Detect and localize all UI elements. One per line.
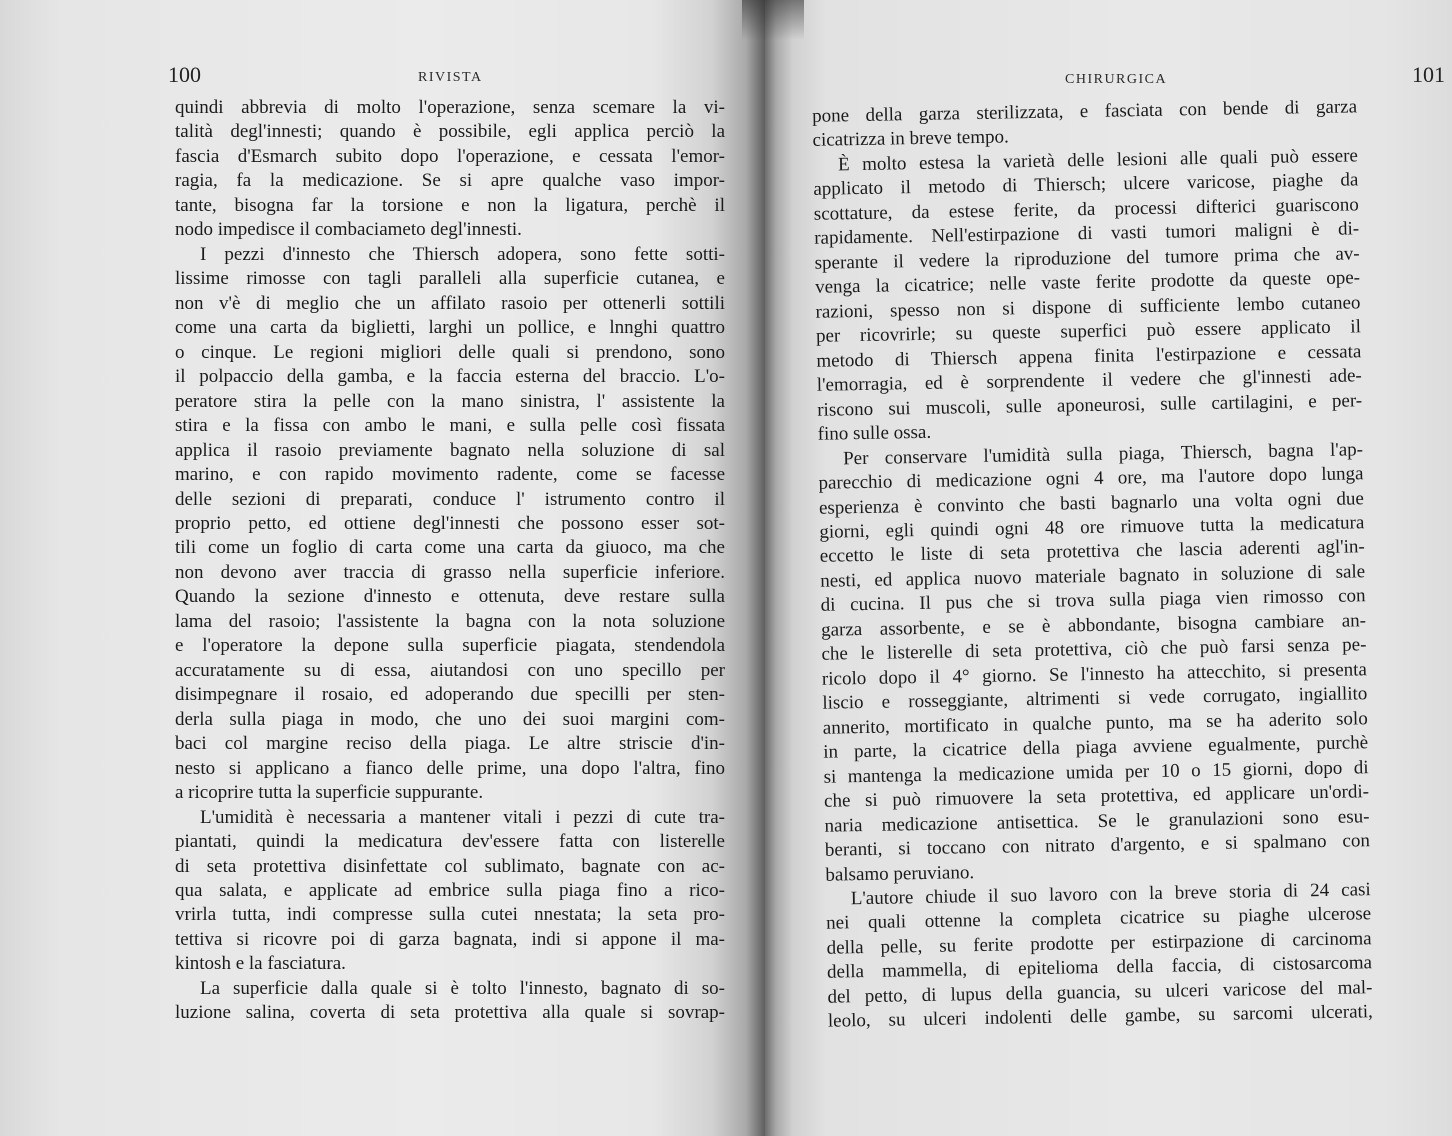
text-line: si mantenga la medicazione umida per 10 o 15 giorni, dopo di (823, 756, 1369, 788)
text-line: tili come un foglio di carta come una carta da giuoco, ma che (175, 537, 725, 559)
text-line: leolo, su ulceri indolenti delle gambe, su sarcomi ulcerati, (827, 1001, 1374, 1033)
text-line: naria medicazione antisettica. Se le granulazioni sono esu- (824, 805, 1370, 837)
text-line: L'autore chiude il suo lavoro con la breve storia di 24 casi (850, 879, 1371, 910)
text-line: nesti, ed applica nuovo materiale bagnato in soluzione di sale (820, 561, 1366, 592)
page-number: 101 (1412, 62, 1445, 87)
paragraph (826, 878, 1373, 1034)
text-line: per ricovrirle; su queste superfici può essere applicato il (815, 316, 1362, 348)
text-line: il polpaccio della gamba, e la faccia esterna del braccio. L'o- (175, 366, 725, 388)
text-line: razioni, spesso non si dispone di sufficiente lembo cutaneo (815, 292, 1361, 323)
text-line: garza assorbente, e se è abbondante, bisogna cambiare an- (820, 610, 1367, 641)
text-line: l'emorragia, ed è sorprendente il vedere che gl'innesti ade- (816, 365, 1362, 396)
text-line: lissime rimosse con tagli paralleli alla superficie cutanea, e (175, 268, 725, 290)
paragraph (813, 144, 1363, 447)
text-line: I pezzi d'innesto che Thiersch adopera, sono fette sotti- (200, 243, 725, 265)
paragraph (175, 243, 725, 806)
text-line: riscono sui muscoli, sulle aponeurosi, sulle cartilagini, e per- (817, 389, 1363, 421)
text-line: cicatrizza in breve tempo. (812, 126, 1009, 152)
text-line: balsamo peruviano. (825, 861, 975, 886)
text-line: giorni, egli quindi ogni 48 ore rimuove tutta la medicatura (819, 512, 1365, 543)
paragraph (175, 96, 725, 243)
text-line: non v'è di meglio che un affilato rasoio per ottenerli sottili (175, 292, 725, 314)
text-line: Quando la sezione d'innesto e ottenuta, deve restare sulla (175, 586, 725, 608)
text-line: tante, bisogna far la torsione e non la ligatura, perchè il (175, 194, 725, 216)
text-line: di cucina. Il pus che si trova sulla piaga vien rimosso con (820, 585, 1366, 617)
text-line: che si può rimuovere la seta protettiva, ed applicare un'ordi- (823, 781, 1370, 812)
running-head: RIVISTA (418, 70, 483, 85)
text-line: che le listerelle di seta protettiva, ciò che può farsi senza pe- (821, 634, 1367, 666)
text-line: fino sulle ossa. (817, 421, 932, 445)
text-line: liscio e rosseggiante, altrimenti si vede corrugato, ingiallito (822, 683, 1368, 714)
text-line: tettiva si ricovre poi di garza bagnata, indi si appone il ma- (175, 928, 725, 950)
text-line: esperienza è convinto che basti bagnarlo una volta ogni due (818, 487, 1365, 519)
text-line: della mammella, di epitelioma della faccia, di cistosarcoma (826, 952, 1373, 984)
text-line: peratore stira la pelle con la mano sinistra, l' assistente la (175, 390, 725, 412)
left-page-text (175, 96, 725, 1026)
text-line: in parte, la cicatrice della piaga avviene egualmente, purchè (823, 732, 1369, 763)
text-line: beranti, si toccano con nitrato d'argento, e si spalmano con (824, 830, 1371, 861)
paragraph (175, 977, 725, 1026)
text-line: L'umidità è necessaria a mantener vitali i pezzi di cute tra- (200, 806, 725, 828)
text-line: ragia, fa la medicazione. Se si apre qualche vaso impor- (175, 170, 725, 192)
text-line: applica il rasoio previamente bagnato nella soluzione di sal (175, 439, 725, 461)
text-line: ricolo dopo il 4° giorno. Se l'innesto ha attecchito, si presenta (821, 659, 1368, 690)
text-line: nesto si applicano a fianco delle prime, una dopo l'altra, fino (175, 757, 725, 779)
running-head: CHIRURGICA (1065, 72, 1168, 87)
text-line: piantati, quindi la medicatura dev'essere fatta con listerelle (175, 831, 725, 853)
text-line: luzione salina, coverta di seta protettiva alla quale si sovrap- (175, 1002, 725, 1024)
text-line: nodo impedisce il combaciameto degl'innesti. (175, 219, 522, 241)
text-line: del petto, di lupus della guancia, su ulceri varicose del mal- (827, 977, 1373, 1008)
text-line: kintosh e la fasciatura. (175, 953, 346, 975)
paragraph (818, 438, 1371, 888)
book-spine (742, 0, 804, 40)
right-page-text (812, 95, 1373, 1034)
text-line: fascia d'Esmarch subito dopo l'operazione, e cessata l'emor- (175, 145, 725, 167)
text-line: vrirla tutta, indi compresse sulla cutei nnestata; la seta pro- (175, 904, 725, 926)
text-line: rapidamente. Nell'estirpazione di vasti tumori maligni è di- (814, 218, 1360, 250)
text-line: È molto estesa la varietà delle lesioni alle quali può essere (837, 145, 1359, 176)
text-line: come una carta da biglietti, larghi un pollice, e lnnghi quattro (175, 317, 725, 339)
text-line: venga la cicatrice; nelle vaste ferite prodotte da queste ope- (814, 267, 1361, 299)
text-line: parecchio di medicazione ogni 4 ore, ma l'autore dopo lunga (818, 463, 1364, 494)
text-line: accuratamente su di essa, aiutandosi con uno specillo per (175, 659, 725, 681)
text-line: proprio petto, ed ottiene degl'innesti che possono esser sot- (175, 512, 725, 534)
text-line: derla sulla piaga in modo, che uno dei suoi margini com- (175, 708, 725, 730)
right-page (765, 0, 1452, 1136)
text-line: non devono aver traccia di grasso nella superficie inferiore. (175, 561, 725, 583)
text-line: della pelle, su ferite prodotte per estirpazione di carcinoma (826, 928, 1372, 959)
paragraph (175, 806, 725, 977)
text-line: annerito, mortificato in qualche punto, ma se ha aderito solo (822, 707, 1368, 739)
text-line: baci col margine reciso della piaga. Le altre striscie d'in- (175, 733, 725, 755)
text-line: scottature, da estese ferite, da processi difterici guariscono (813, 194, 1359, 225)
text-line: lama del rasoio; l'assistente la bagna con la nota soluzione (175, 610, 725, 632)
text-line: Per conservare l'umidità sulla piaga, Thiersch, bagna l'ap- (842, 438, 1364, 469)
text-line: a ricoprire tutta la superficie suppurante. (175, 782, 484, 804)
text-line: nei quali ottenne la completa cicatrice su piaghe ulcerose (826, 903, 1372, 935)
text-line: eccetto le liste di seta protettiva che lascia aderenti agl'in- (819, 536, 1365, 568)
text-line: o cinque. Le regioni migliori delle quali si prendono, sono (175, 341, 725, 363)
text-line: di seta protettiva disinfettate col sublimato, bagnate con ac- (175, 855, 725, 877)
text-line: talità degl'innesti; quando è possibile, egli applica perciò la (175, 121, 725, 143)
text-line: quindi abbrevia di molto l'operazione, senza scemare la vi- (175, 97, 725, 118)
text-line: pone della garza sterilizzata, e fasciata con bende di garza (811, 96, 1358, 127)
text-line: marino, e con rapido movimento radente, come se facesse (175, 464, 725, 486)
text-line: delle sezioni di preparati, conduce l' istrumento contro il (175, 488, 725, 510)
text-line: disimpegnare il rosaio, ed adoperando due specilli per sten- (175, 684, 725, 706)
text-line: applicato il metodo di Thiersch; ulcere varicose, piaghe da (813, 169, 1359, 201)
text-line: metodo di Thiersch appena finita l'estirpazione e cessata (816, 340, 1362, 372)
text-line: La superficie dalla quale si è tolto l'innesto, bagnato di so- (200, 977, 725, 999)
text-line: sperante il vedere la riproduzione del tumore prima che av- (814, 243, 1360, 274)
page-number: 100 (168, 62, 201, 87)
text-line: qua salata, e applicate ad embrice sulla piaga fino a rico- (175, 880, 725, 901)
text-line: e l'operatore la depone sulla superficie piagata, stendendola (175, 635, 725, 657)
text-line: stira e la fissa con ambo le mani, e sulla pelle così fissata (175, 415, 725, 437)
